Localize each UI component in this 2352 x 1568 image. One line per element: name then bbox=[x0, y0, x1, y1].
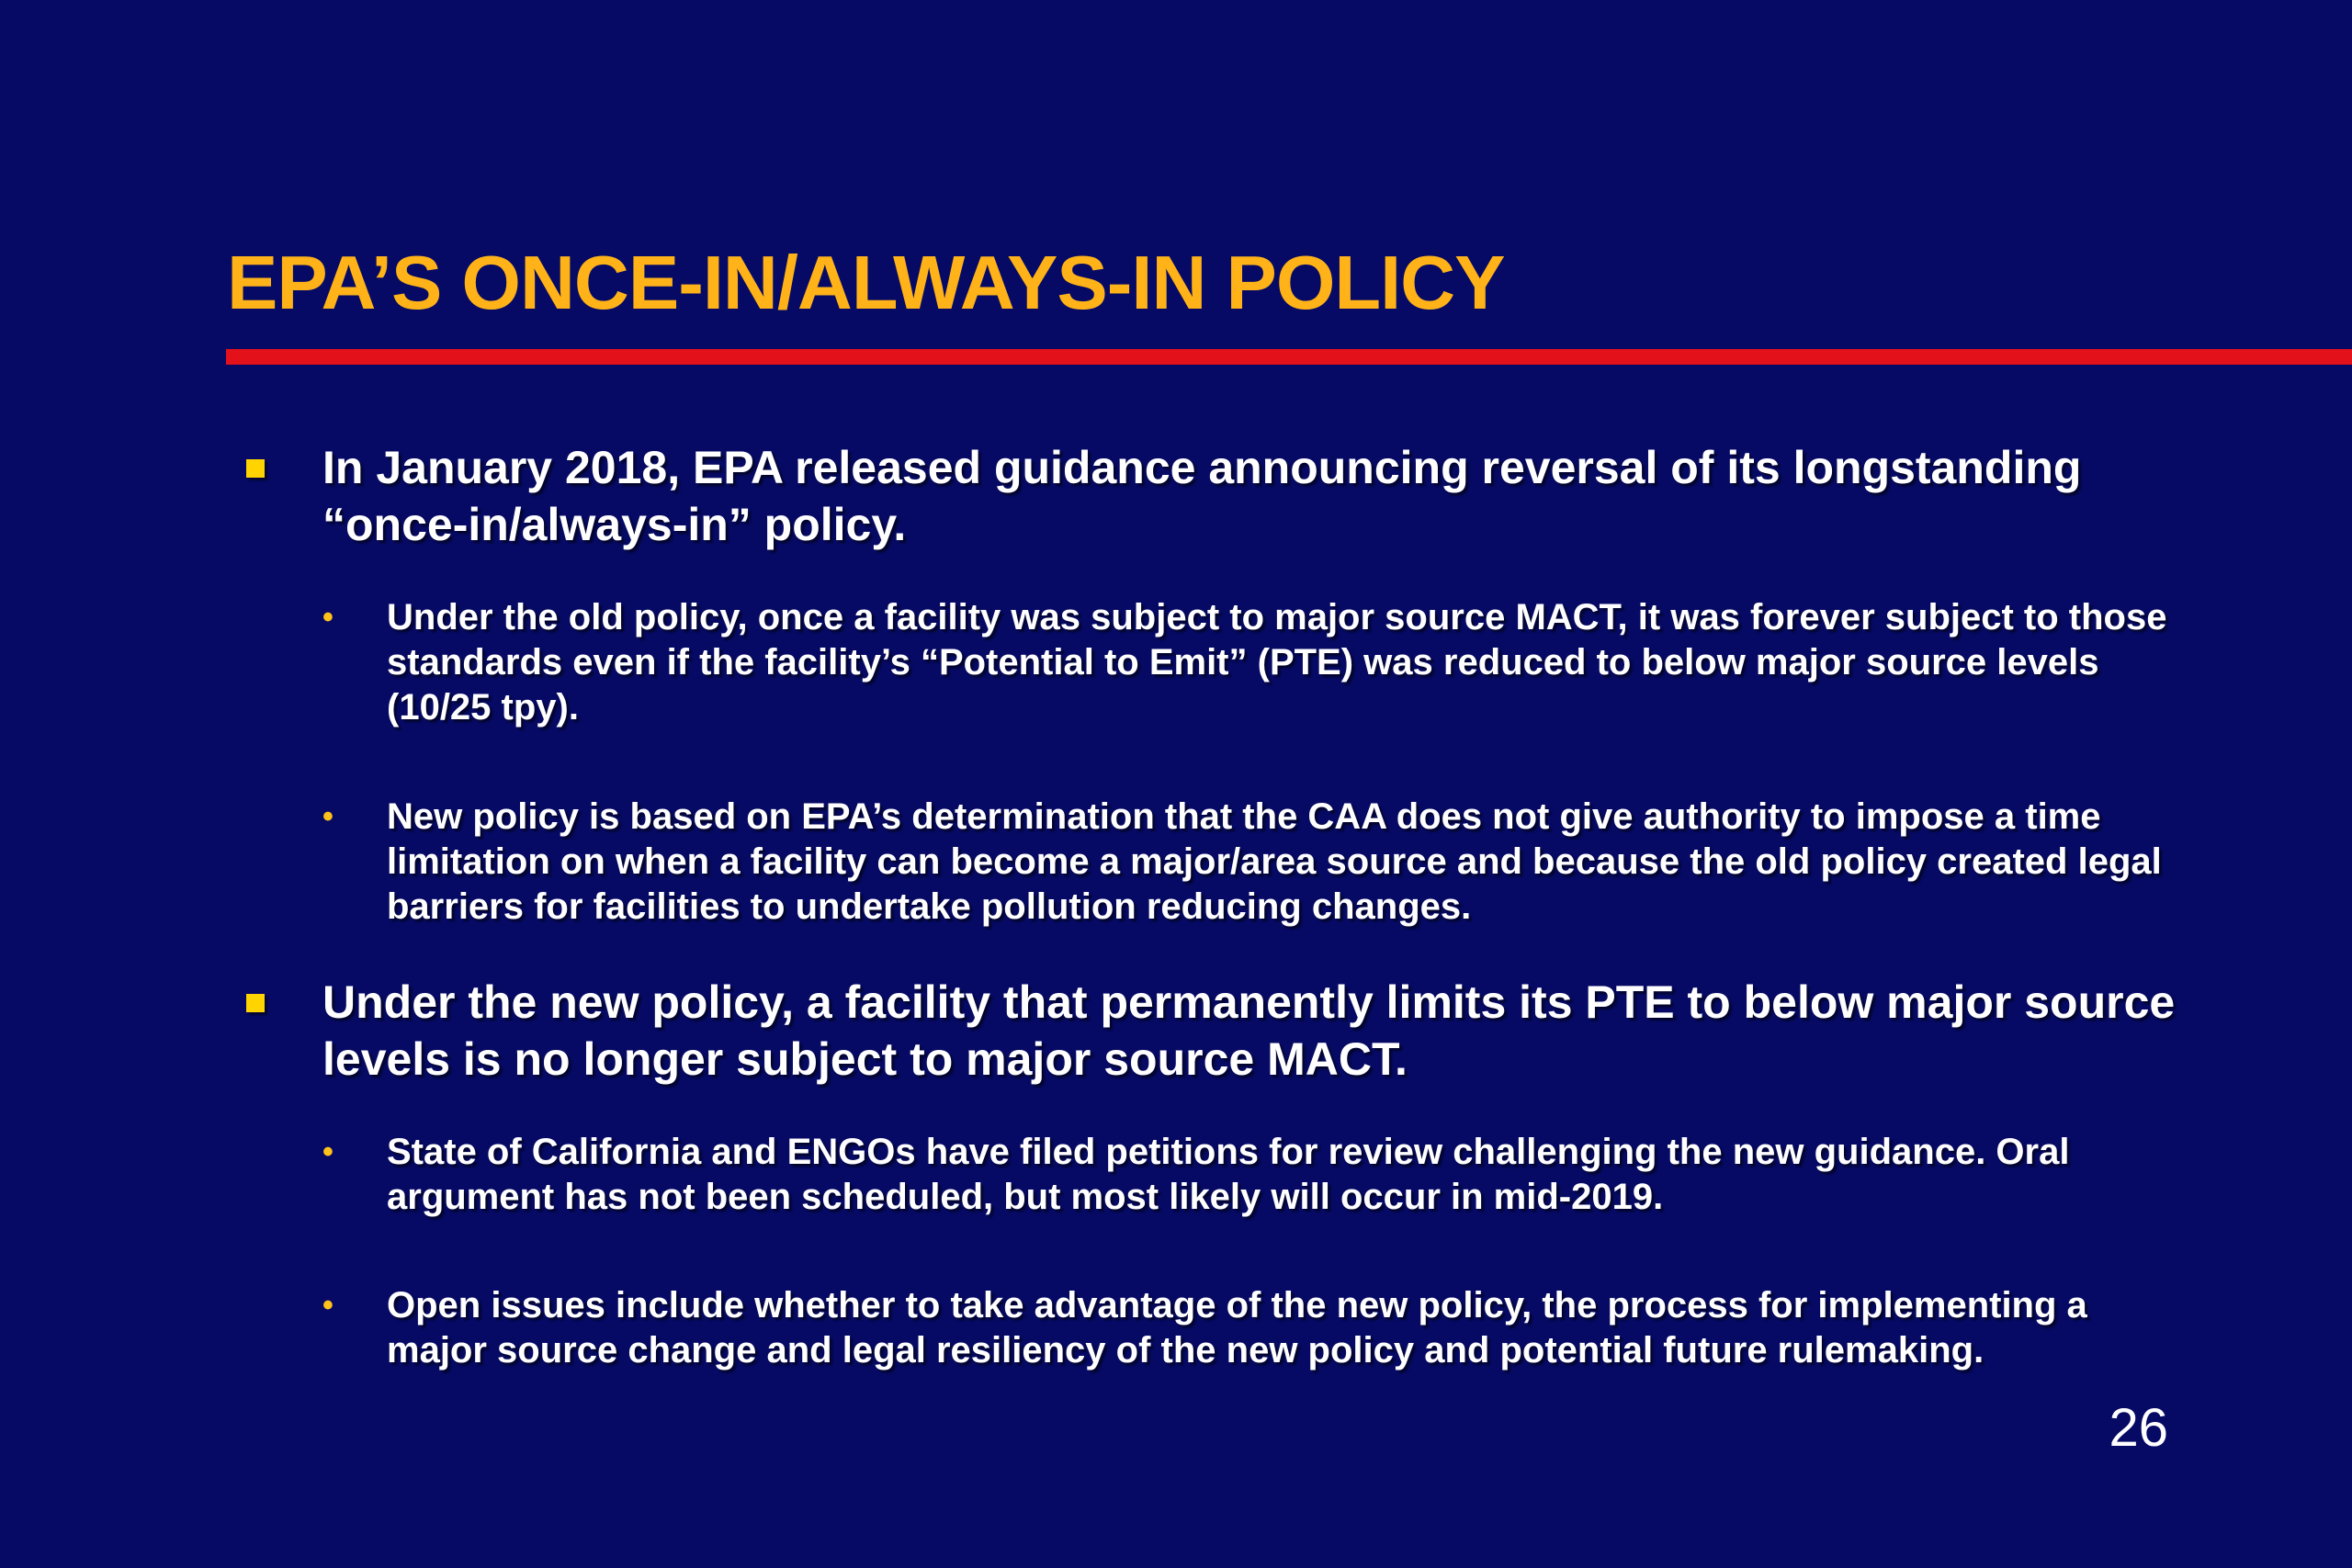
slide-title: EPA’S ONCE-IN/ALWAYS-IN POLICY bbox=[227, 240, 1505, 325]
square-bullet-icon bbox=[246, 459, 265, 478]
title-underline bbox=[226, 349, 2352, 365]
subbullet-1-2-text: New policy is based on EPA’s determination that the CAA does not give authority to impose a time limitation on when a facility can become a major/area source and because the old policy created legal barriers for facilities to undertake pollution reducing changes. bbox=[387, 796, 2162, 927]
subbullet-1-2 bbox=[322, 795, 2169, 930]
subbullet-2-1 bbox=[322, 1130, 2169, 1220]
bullet-2 bbox=[322, 974, 2178, 1088]
dot-bullet-icon: • bbox=[322, 1134, 334, 1169]
subbullet-1-1 bbox=[322, 595, 2169, 730]
bullet-1-text: In January 2018, EPA released guidance announcing reversal of its longstanding “once-in/always-in” policy. bbox=[322, 442, 2082, 550]
bullet-1 bbox=[322, 439, 2178, 553]
subbullet-1-1-text: Under the old policy, once a facility was subject to major source MACT, it was forever subject to those standards even if the facility’s “Potential to Emit” (PTE) was reduced to below major source levels (10/25 tpy). bbox=[387, 597, 2167, 728]
subbullet-2-2-text: Open issues include whether to take advantage of the new policy, the process for implementing a major source change and legal resiliency of the new policy and potential future rulemaking. bbox=[387, 1285, 2087, 1371]
dot-bullet-icon: • bbox=[322, 799, 334, 834]
dot-bullet-icon: • bbox=[322, 600, 334, 635]
dot-bullet-icon: • bbox=[322, 1288, 334, 1323]
subbullet-2-2 bbox=[322, 1283, 2169, 1373]
square-bullet-icon bbox=[246, 994, 265, 1012]
page-number: 26 bbox=[2109, 1398, 2168, 1458]
subbullet-2-1-text: State of California and ENGOs have filed petitions for review challenging the new guidance. Oral argument has not been scheduled, but most likely will occur in mid-2019. bbox=[387, 1132, 2070, 1217]
bullet-2-text: Under the new policy, a facility that permanently limits its PTE to below major source levels is no longer subject to major source MACT. bbox=[322, 976, 2176, 1085]
